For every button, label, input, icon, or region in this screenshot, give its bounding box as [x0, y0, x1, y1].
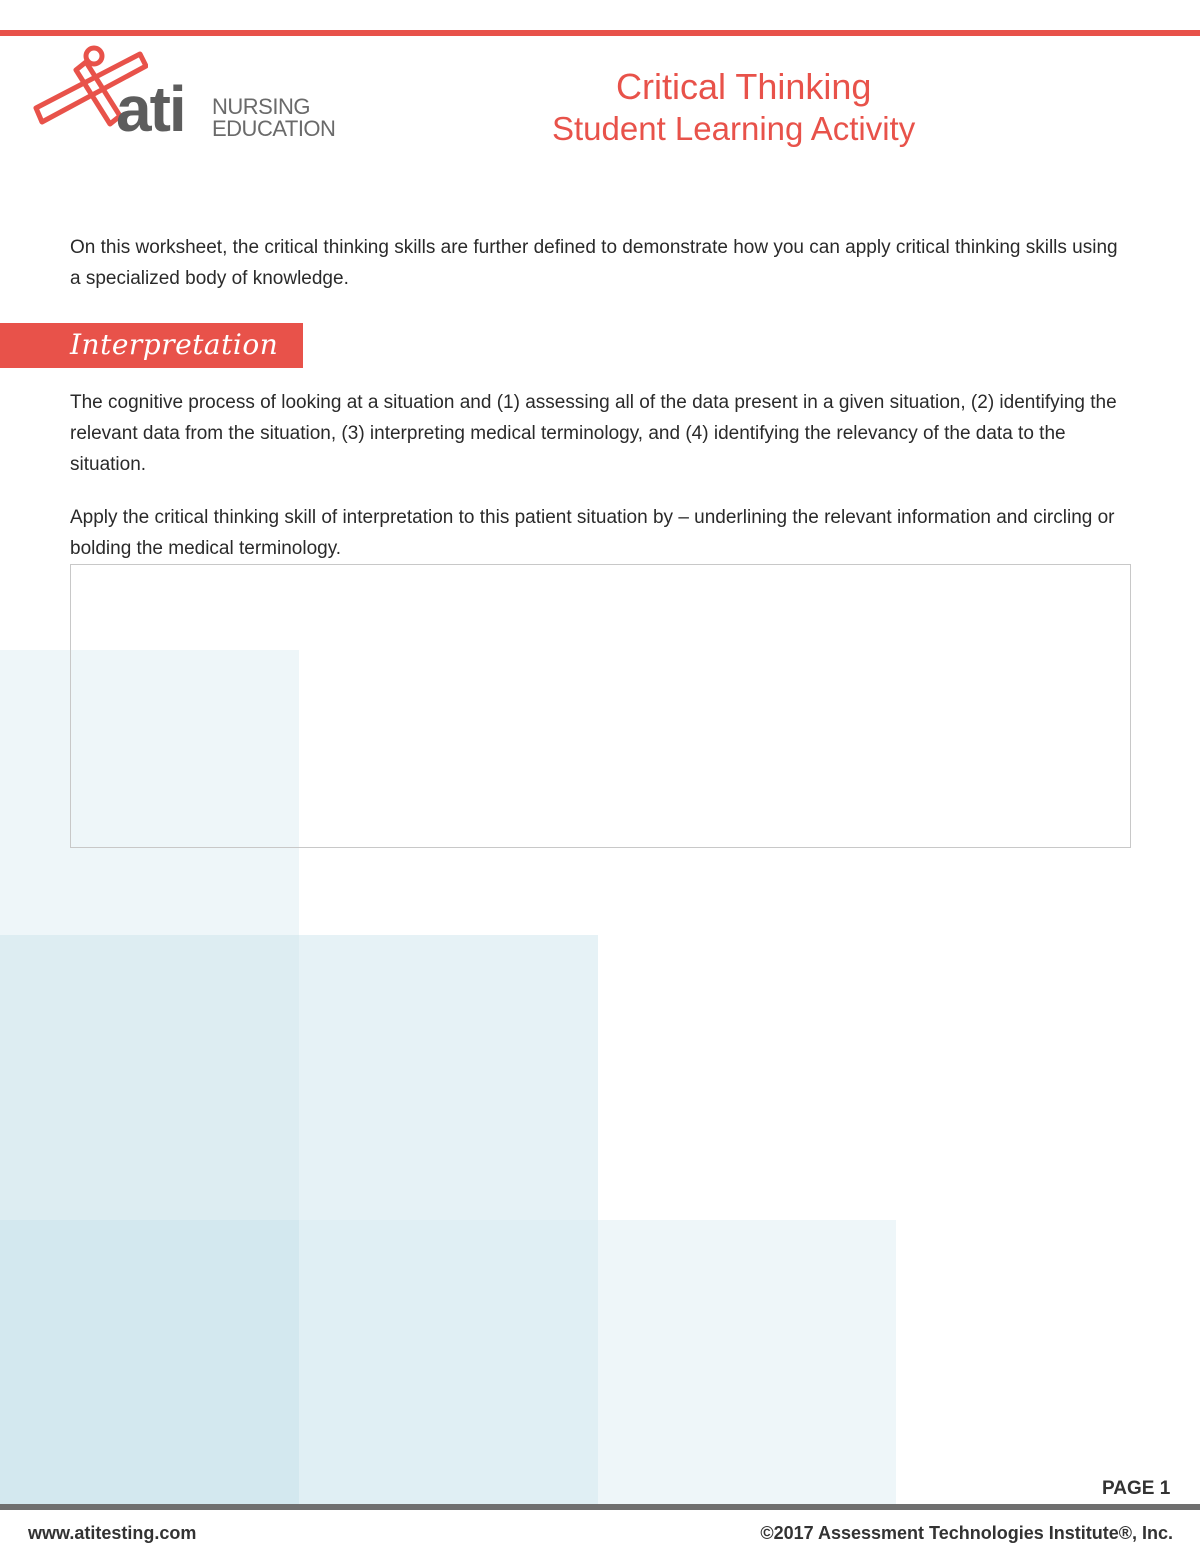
ati-nursing-education-logo — [28, 44, 358, 144]
logo-wordmark: ati — [116, 73, 185, 145]
definition-paragraph: The cognitive process of looking at a situation and (1) assessing all of the data present in a given situation, (2) identifying the relevant data from the situation, (3) interpreting medical terminology, and (4) identifying the relevancy of the data to the situation. — [70, 392, 1117, 475]
copyright-notice: ©2017 Assessment Technologies Institute®, Inc. — [760, 1523, 1173, 1543]
logo-line-nursing: NURSING — [212, 94, 310, 119]
website-link[interactable]: www.atitesting.com — [28, 1523, 197, 1543]
patient-situation-answer-box[interactable] — [70, 564, 1131, 848]
background-square — [0, 1220, 299, 1504]
intro-paragraph: On this worksheet, the critical thinking skills are further defined to demonstrate how you can apply critical thinking skills using a specialized body of knowledge. — [70, 237, 1118, 289]
page-subtitle: Student Learning Activity — [552, 110, 916, 147]
page-title: Critical Thinking — [616, 66, 872, 107]
logo-line-education: EDUCATION — [212, 116, 336, 141]
section-title: Interpretation — [70, 328, 279, 361]
instruction-paragraph: Apply the critical thinking skill of interpretation to this patient situation by – underlining the relevant information and circling or bolding the medical terminology. — [70, 507, 1115, 559]
top-accent-rule — [0, 30, 1200, 36]
page-number: PAGE 1 — [1102, 1478, 1171, 1499]
footer-rule — [0, 1504, 1200, 1510]
